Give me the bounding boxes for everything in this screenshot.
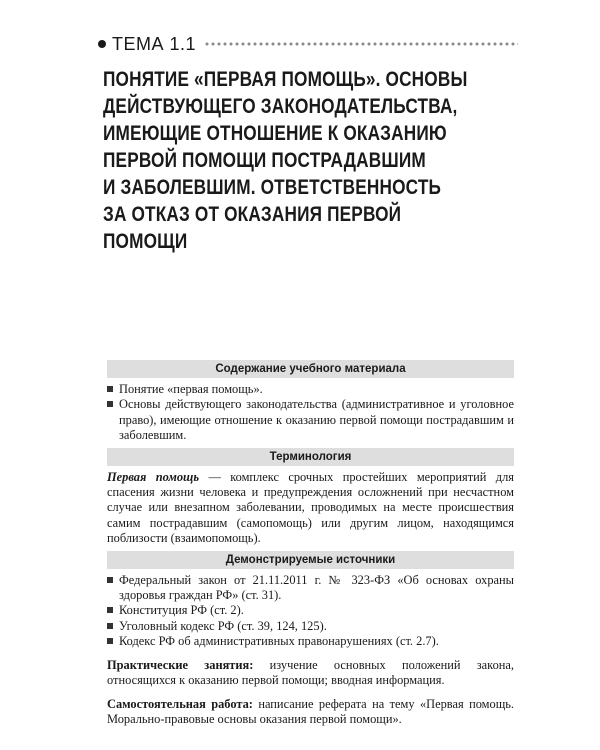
list-item-text: Понятие «первая помощь». [119, 382, 263, 396]
independent-label: Самостоятельная работа: [107, 696, 253, 711]
square-bullet-icon [107, 401, 113, 407]
title-line: ПОНЯТИЕ «ПЕРВАЯ ПОМОЩЬ». ОСНОВЫ [103, 68, 468, 91]
content-section-header: Содержание учебного материала [107, 360, 514, 378]
independent-work [107, 697, 514, 728]
list-item-text: Уголовный кодекс РФ (ст. 39, 124, 125). [119, 618, 327, 633]
list-item [107, 603, 514, 618]
topic-header [98, 34, 518, 54]
topic-bullet-icon [98, 40, 106, 48]
square-bullet-icon [107, 577, 113, 583]
title-line: ИМЕЮЩИЕ ОТНОШЕНИЕ К ОКАЗАНИЮ [103, 122, 447, 145]
list-item-text: Кодекс РФ об административных правонарушениях (ст. 2.7). [119, 634, 439, 649]
sources-list [107, 573, 514, 650]
topic-label: ТЕМА 1.1 [112, 33, 197, 54]
term-definition [107, 470, 514, 547]
term-name: Первая помощь [107, 469, 200, 484]
title-line: И ЗАБОЛЕВШИМ. ОТВЕТСТВЕННОСТЬ [103, 176, 442, 199]
square-bullet-icon [107, 607, 113, 613]
list-item [107, 573, 514, 604]
practical-text: изучение основных положений закона, относящихся к оказанию первой помощи; вводная информация. [107, 657, 514, 688]
terminology-section-header: Терминология [107, 448, 514, 466]
study-content [107, 360, 514, 731]
practical-label: Практические занятия: [107, 657, 254, 672]
dotted-rule [204, 42, 518, 46]
title-line: ПОМОЩИ [103, 230, 188, 253]
square-bullet-icon [107, 638, 113, 644]
page-title [103, 66, 533, 255]
title-line: ДЕЙСТВУЮЩЕГО ЗАКОНОДАТЕЛЬСТВА, [103, 95, 458, 118]
definition-text: — комплекс срочных простейших мероприятий для спасения жизни человека и предупреждения осложнений при несчастном случае или внезапном заболевании, проводимых на месте происшествия самим пострадавшим (самопомощь) или другим лицом, находящимся поблизости (взаимопомощь). [107, 469, 514, 546]
list-item [107, 619, 514, 634]
list-item-text: Конституция РФ (ст. 2). [119, 603, 244, 618]
practical-work [107, 658, 514, 689]
list-item-text: Основы действующего законодательства (административное и уголовное право), имеющие отношение к оказанию первой помощи пострадавшим и заболевшим. [119, 397, 514, 443]
title-line: ЗА ОТКАЗ ОТ ОКАЗАНИЯ ПЕРВОЙ [103, 203, 402, 226]
list-item [107, 634, 514, 649]
title-line: ПЕРВОЙ ПОМОЩИ ПОСТРАДАВШИМ [103, 149, 426, 172]
list-item [107, 382, 514, 397]
content-list [107, 382, 514, 444]
list-item [107, 397, 514, 443]
sources-section-header: Демонстрируемые источники [107, 551, 514, 569]
list-item-text: Федеральный закон от 21.11.2011 г. № 323-ФЗ «Об основах охраны здоровья граждан РФ» (ст. 31). [119, 572, 514, 603]
square-bullet-icon [107, 623, 113, 629]
square-bullet-icon [107, 386, 113, 392]
independent-text: написание реферата на тему «Первая помощь. Морально-правовые основы оказания первой помощи». [107, 696, 514, 726]
